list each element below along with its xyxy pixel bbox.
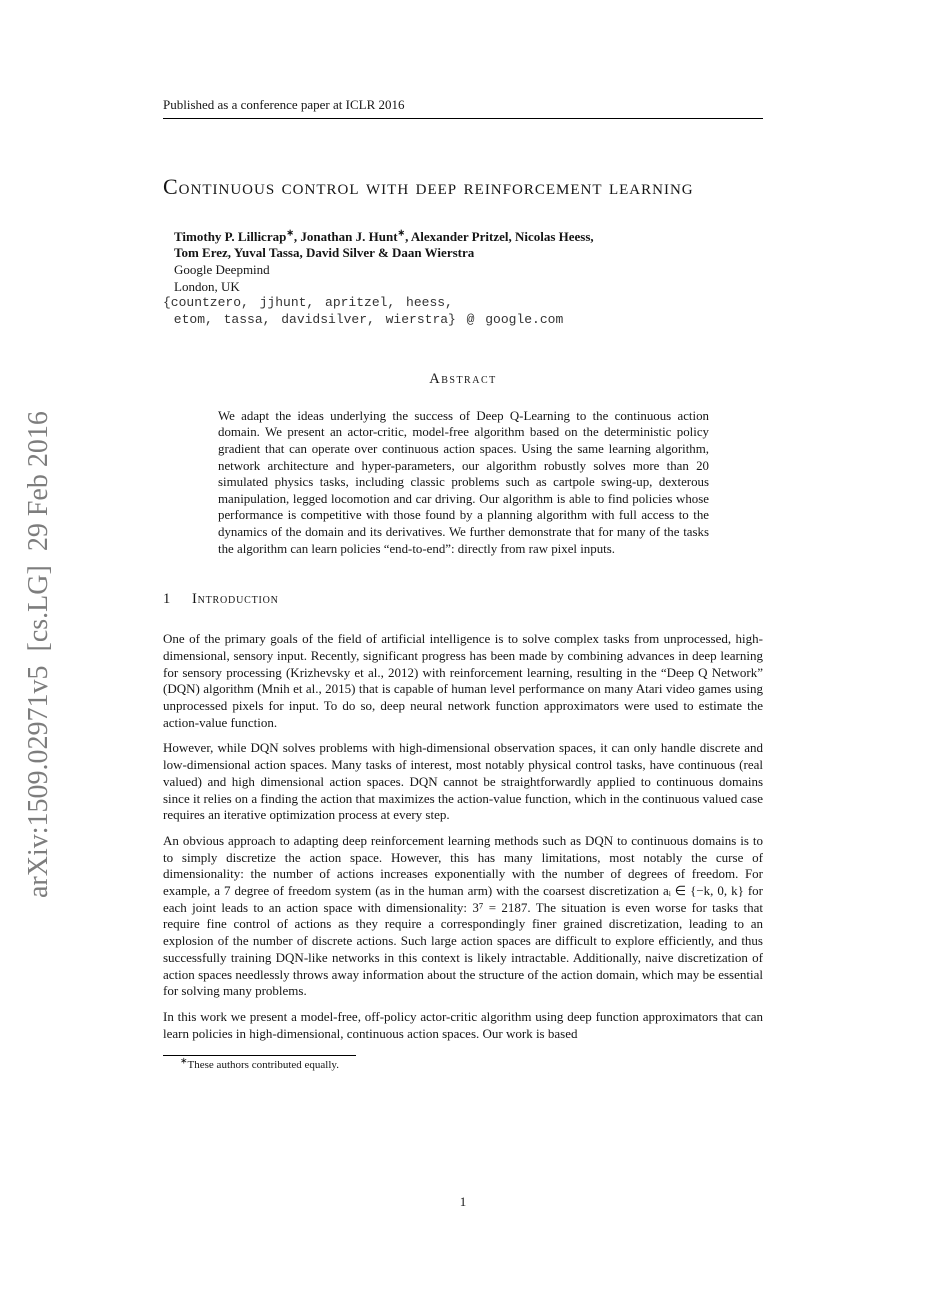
- paper-content: [163, 0, 763, 1071]
- paper-title: Continuous control with deep reinforcement learning: [163, 174, 694, 199]
- footnote-text: These authors contributed equally.: [187, 1059, 339, 1072]
- abstract-heading: Abstract: [429, 370, 497, 387]
- footnote-marker: ∗: [180, 1055, 188, 1066]
- page-number: 1: [459, 1194, 467, 1209]
- email-line-2: etom, tassa, davidsilver, wierstra} @ google.com: [163, 312, 564, 328]
- paragraph: In this work we present a model-free, off-policy actor-critic algorithm using deep function approximators that can learn policies in high-dimensional, continuous action spaces. Our work is based: [163, 1008, 763, 1041]
- paragraph: An obvious approach to adapting deep reinforcement learning methods such as DQN to continuous domains is to to simply discretize the action space. However, this has many limitations, most notably the curse of dimensionality: the number of actions increases exponentially with the number of degrees of freedom. For example, a 7 degree of freedom system (as in the human arm) with the coarsest discretization aᵢ ∈ {−k, 0, k} for each joint leads to an action space with dimensionality: 3⁷ = 2187. The situation is even worse for tasks that require fine control of actions as they require a correspondingly finer grained discretization, leading to an explosion of the number of discrete actions. Such large action spaces are difficult to explore efficiently, and thus successfully training DQN-like networks in this context is likely intractable. Additionally, naive discretization of action spaces needlessly throws away information about the structure of the action domain, which may be essential for solving many problems.: [163, 832, 763, 999]
- abstract-body: We adapt the ideas underlying the success of Deep Q-Learning to the continuous action domain. We present an actor-critic, model-free algorithm based on the deterministic policy gradient that can operate over continuous action spaces. Using the same learning algorithm, network architecture and hyper-parameters, our algorithm robustly solves more than 20 simulated physics tasks, including classic problems such as cartpole swing-up, dexterous manipulation, legged locomotion and car driving. Our algorithm is able to find policies whose performance is competitive with those found by a planning algorithm with full access to the dynamics of the domain and its derivatives. We further demonstrate that for many of the tasks the algorithm can learn policies “end-to-end”: directly from raw pixel inputs.: [218, 408, 709, 556]
- author-name: Timothy P. Lillicrap: [174, 228, 287, 244]
- affiliation-line-2: London, UK: [174, 278, 240, 294]
- section-number: 1: [163, 591, 171, 608]
- footnote: [180, 1055, 763, 1072]
- paragraph: However, while DQN solves problems with high-dimensional observation spaces, it can only handle discrete and low-dimensional action spaces. Many tasks of interest, most notably physical control tasks, have continuous (real valued) and high dimensional action spaces. DQN cannot be straightforwardly applied to continuous domains since it relies on a finding the action that maximizes the action-value function, which in the continuous valued case requires an iterative optimization process at every step.: [163, 740, 763, 823]
- section-heading-introduction: [163, 591, 763, 608]
- author-name: , Jonathan J. Hunt: [293, 228, 398, 244]
- footnote-marker: ∗: [286, 227, 294, 238]
- affiliation-line-1: Google Deepmind: [174, 262, 270, 278]
- author-line-2: Tom Erez, Yuval Tassa, David Silver & Daan Wierstra: [174, 245, 475, 261]
- footnote-rule: [163, 1055, 356, 1056]
- arxiv-watermark: arXiv:1509.02971v5 [cs.LG] 29 Feb 2016: [23, 411, 54, 899]
- running-header: Published as a conference paper at ICLR 2016: [163, 97, 405, 112]
- footnote-marker: ∗: [397, 227, 406, 238]
- author-block: [163, 227, 763, 329]
- header-rule: [163, 118, 763, 119]
- section-title: Introduction: [192, 591, 279, 608]
- author-line-1: [174, 229, 763, 246]
- paragraph: One of the primary goals of the field of artificial intelligence is to solve complex tasks from unprocessed, high-dimensional, sensory input. Recently, significant progress has been made by combining advances in deep learning for sensory processing (Krizhevsky et al., 2012) with reinforcement learning, resulting in the “Deep Q Network” (DQN) algorithm (Mnih et al., 2015) that is capable of human level performance on many Atari video games using unprocessed pixels for input. To do so, deep neural network function approximators were used to estimate the action-value function.: [163, 631, 763, 730]
- email-line-1: {countzero, jjhunt, apritzel, heess,: [163, 295, 453, 311]
- author-names: , Alexander Pritzel, Nicolas Heess,: [405, 228, 594, 244]
